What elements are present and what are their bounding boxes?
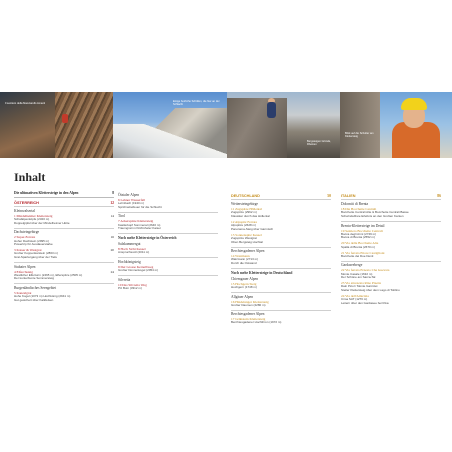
toc-entry-title: 21 Via ferrata Ettore Castiglioni (341, 250, 385, 255)
toc-entry[interactable] (341, 207, 441, 218)
toc-entry-summit: Bocchette Centrali Alte & Bocchette Centrali Basse (341, 210, 409, 215)
toc-entry[interactable] (14, 291, 114, 302)
toc-entry-tagline: Gut gesichert über Kalkfelsen (14, 297, 54, 302)
toc-entry-summit: Großer Donnerkogel (2054 m) (118, 267, 159, 272)
toc-page-number: 20 (110, 248, 114, 253)
toc-entry[interactable] (14, 248, 114, 259)
toc-entry[interactable] (14, 270, 114, 281)
toc-entry-tagline: Grat-Spaziergang über der Tiefe (14, 254, 58, 259)
toc-entry-tagline: Bocca di Brenta (2552 m) (341, 235, 376, 240)
toc-entry[interactable] (341, 281, 441, 292)
toc-entry[interactable] (231, 254, 331, 265)
toc-page-number: 16 (110, 235, 114, 240)
rock-texture (340, 92, 380, 158)
toc-region-label: ÖSTERREICH (14, 200, 39, 205)
toc-column-3 (231, 191, 331, 326)
toc-entry[interactable] (231, 220, 331, 231)
toc-column-2 (118, 191, 218, 292)
toc-group-heading: Berchtesgadener Alpen (231, 310, 331, 317)
photo-caption: Il sentiero della Manciarello Amanti (5, 102, 46, 105)
toc-entry-title: 7 Ackerspitze Klettersteig (118, 219, 154, 224)
toc-page-number: 14 (110, 214, 114, 218)
toc-entry-title: 3 Kaiser & Westgrat (14, 248, 42, 253)
toc-entry-summit: Lehnbach (1940 m) (118, 201, 145, 206)
toc-entry[interactable] (341, 294, 441, 305)
toc-region-heading[interactable] (14, 201, 114, 207)
toc-page-number: 24 (110, 269, 114, 274)
toc-entry-title: 15 Hochgern Steig (231, 281, 257, 286)
toc-region-label: DEUTSCHLAND (231, 194, 260, 198)
rock-texture (227, 98, 287, 158)
climber-figure (267, 102, 276, 118)
toc-entry-summit: Spalla di Brenta (2670 m) (341, 244, 376, 249)
toc-more-heading: Noch mehr Klettersteige in Österreich (118, 233, 218, 240)
toc-region-heading[interactable] (341, 194, 441, 200)
toc-more-heading: Noch mehr Klettersteige in Deutschland (231, 268, 331, 275)
toc-entry-summit: Piz Buin (3312 m) (118, 285, 142, 290)
toc-entry-tagline: Klassiker durch das Höllental (231, 214, 270, 218)
toc-page-number: 86 (437, 194, 441, 198)
toc-entry-title: 23 Via attrezzata Rino Pisetta (341, 281, 382, 286)
toc-group-heading: Gardaseeberge (341, 261, 441, 268)
photo-climber-rockface (0, 92, 113, 158)
toc-entry-tagline: Panorama-Steig über Garmisch (231, 226, 274, 231)
toc-entry-title: 4 Elferchsteig (14, 269, 33, 274)
toc-group-heading: Silvretta (118, 275, 218, 282)
toc-group-heading: Wettersteingebirge (231, 202, 258, 207)
toc-entry-tagline: Traumgrat im Kitzbüheler Kaiser (118, 226, 161, 231)
toc-entry-summit: Anspruchsvoll (2011 m) (118, 250, 150, 255)
toc-region-heading[interactable] (231, 194, 331, 200)
helmet-shape (401, 98, 427, 110)
photo-climber-ridge (227, 92, 340, 158)
toc-entry-tagline: Oben Bergsteig Hochtal (231, 239, 263, 244)
toc-entry-summit: Hoher Dachstein (2995 m) (14, 238, 50, 243)
toc-page-number: 8 (112, 191, 114, 195)
photo-caption: Bergsteigen Gründe, Rheinen (307, 140, 331, 147)
toc-page-number: 50 (327, 194, 331, 198)
toc-group-heading: Hochkönigsteig (118, 257, 218, 264)
toc-entry[interactable] (341, 268, 441, 279)
toc-entry-title: 17 Grünstein Klettersteig (231, 317, 266, 322)
toc-entry-tagline: Der Schöne am Sarca-Tal (341, 275, 376, 280)
toc-group-heading: Stubaier Alpen (14, 262, 114, 269)
toc-lead-label: Die ultimativen Klettersteige in den Alpen (14, 191, 79, 195)
toc-entry-summit: Berchtesgadener Hochthron (1972 m) (231, 320, 282, 325)
toc-entry[interactable] (341, 251, 441, 259)
toc-entry-tagline: Steiler Klettersteig über dem Lago di Toblino (341, 287, 400, 292)
toc-entry-title: 13 Sonnenspitz Kessel (231, 232, 262, 237)
toc-entry[interactable] (118, 265, 218, 273)
toc-entry-summit: Cima SAT (1276 m) (341, 297, 368, 302)
toc-entry-summit: Schafalpenköpfe (2320 m) (14, 217, 50, 222)
toc-group-heading: Berchtesgadener Alpen (231, 247, 331, 254)
toc-entry[interactable] (341, 241, 441, 249)
toc-entry-summit: Hochgern (1748 m) (231, 284, 257, 289)
toc-entry-title: 10 Das Silvretta Weg (118, 282, 147, 287)
toc-group-heading: Ötztaler Alpen (118, 193, 140, 197)
toc-column-1 (14, 191, 114, 304)
toc-entry-summit: Dain Picol / Monte Garzolet (341, 284, 378, 289)
rock-texture (55, 92, 113, 158)
toc-entry[interactable] (231, 233, 331, 244)
toc-group-heading: Burgenländisches Seengebiet (14, 283, 114, 290)
toc-region-label: ITALIEN (341, 194, 356, 198)
toc-entry-title: 5 Kanzelgrat (14, 290, 32, 295)
toc-group-heading: Dachsteingebirge (14, 228, 114, 235)
toc-entry-summit: Kastlerkopf Sommeral (2640 m) (118, 222, 161, 227)
toc-entry-title: 19 Sentiero Bocchette Centrali (341, 228, 383, 233)
toc-entry-tagline: Schwindelfreie Erlebnis an den Großen Kanten (341, 214, 404, 218)
toc-group-heading: Dolomiti di Brenta (341, 202, 369, 207)
toc-entry-tagline: Leitern über den Gardasee bei Riva (341, 300, 389, 305)
toc-entry[interactable] (231, 317, 331, 325)
toc-lead-entry[interactable] (14, 191, 114, 198)
toc-entry-summit: Westlicher Elferturm (2465 m), Elferspitze (2505 m) (14, 272, 83, 277)
toc-entry-summit: Hohe Kogel (1073 m) Hochkönig (2941 m) (14, 294, 71, 299)
toc-entry-summit: Monte Casale (1632 m) (341, 271, 373, 276)
toc-entry-summit: Zugspitze Westgrat (231, 235, 257, 240)
page-title: Inhalt (14, 170, 46, 184)
toc-entry-title: 16 Hindelanger Klettersteig (231, 299, 269, 304)
toc-entry[interactable] (231, 207, 331, 218)
toc-entry[interactable] (118, 219, 218, 230)
toc-entry-title: 9 Der Grosse Kernalbweg (118, 264, 154, 269)
toc-entry-tagline: Doppelgipfel über der Mindelheimer Hütte (14, 220, 70, 225)
toc-column-4 (341, 191, 441, 307)
toc-entry[interactable] (118, 283, 218, 291)
toc-group-heading: Allgäuer Alpen (231, 292, 331, 299)
toc-entry[interactable] (118, 198, 218, 209)
toc-entry[interactable] (14, 235, 114, 246)
toc-entry-title: 8 Hoch Sicht Kessel (118, 246, 146, 251)
toc-entry-summit: Großer Koppenkarstein (2863 m) (14, 251, 59, 256)
toc-entry-title: 20 Via delle Bocchette Alte (341, 241, 379, 246)
toc-entry[interactable] (341, 229, 441, 240)
toc-group-heading: Brenta-Klettersteige im Detail (341, 221, 441, 228)
toc-entry-summit: Zugspitze (2962 m) (231, 210, 257, 215)
photo-climber-portrait (340, 92, 452, 158)
toc-entry-summit: Bocchette dei Due Denti (341, 253, 374, 258)
toc-entry-tagline: Sprühnebelfeuer für die Schlucht (118, 204, 162, 209)
toc-entry-title: 12 Alpspitz Ferrata (231, 219, 257, 224)
toc-entry-title: 1 Mindelheimer Klettersteig (14, 214, 53, 218)
toc-entry-summit: Bocca degli Armi (2749 m) (341, 231, 377, 236)
photo-caption: Einige herrliche Schöllen, die hier an der Schlacht (173, 100, 220, 107)
toc-group-heading: Chiemgauer Alpen (231, 276, 259, 281)
toc-entry[interactable] (231, 282, 331, 290)
toc-group-heading: Tirol (118, 212, 218, 219)
snowfield-shape (113, 124, 227, 158)
climber-figure (62, 114, 68, 123)
toc-entry-tagline: Durch die Ostwand (231, 260, 257, 265)
toc-entry-summit: Watzmann (2713 m) (231, 257, 259, 262)
photo-caption: Blick auf die Schulter am Klettersteig (345, 132, 374, 139)
toc-entry-summit: Alpspitze (2628 m) (231, 223, 257, 228)
toc-group-heading: Kleinwalsertal (14, 209, 35, 213)
toc-entry-title: 22 Via ferrata Ernesto Che Guevara (341, 268, 390, 273)
toc-entry[interactable] (231, 300, 331, 308)
toc-entry-title: 11 Zugspitze Höllental (231, 207, 262, 212)
toc-entry[interactable] (14, 214, 114, 225)
toc-entry-title: 2 Super-Ferrata (14, 235, 36, 240)
toc-entry-summit: Großer Daumen (2280 m) (231, 302, 266, 307)
toc-entry[interactable] (118, 247, 218, 255)
toc-entry-title: 24 Via dell'Amicizia (341, 293, 369, 298)
photo-mountain-snow (113, 92, 227, 158)
toc-entry-title: 6 Lehner Wasserfall (118, 198, 146, 202)
toc-entry-tagline: Powertrip für Ausdauerstarke (14, 242, 53, 247)
toc-entry-tagline: Der kunterbunte Sommersteig (14, 276, 55, 281)
toc-page-number: 12 (110, 200, 114, 205)
photo-strip (0, 92, 452, 158)
toc-group-heading: Salzkammergut (118, 241, 141, 246)
toc-entry-title: 14 Watzmann (231, 254, 250, 259)
toc-entry-title: 18 Die Bocchette Centrali (341, 207, 377, 212)
